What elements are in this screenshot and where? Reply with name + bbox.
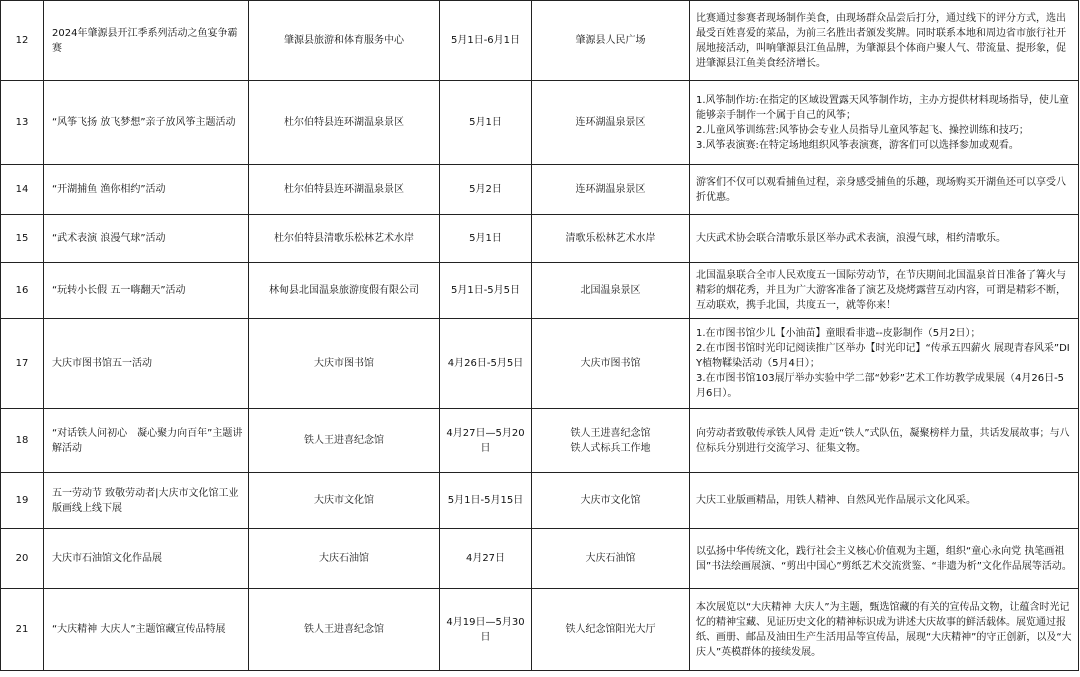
activity-name: “对话铁人问初心 凝心聚力向百年”主题讲解活动 [44, 409, 249, 473]
table-row [1, 529, 1079, 589]
activity-name: 大庆市图书馆五一活动 [44, 319, 249, 409]
organizer: 大庆市图书馆 [249, 319, 440, 409]
activity-name: 五一劳动节 致敬劳动者|大庆市文化馆工业版画线上线下展 [44, 473, 249, 529]
description-line: 1.在市图书馆少儿【小油苗】童眼看非遗--皮影制作（5月2日）； [696, 328, 981, 339]
description-line: 3.在市图书馆103展厅举办实验中学二部“妙彩”艺术工作坊教学成果展（4月26日-5月6日）。 [696, 373, 1065, 399]
organizer: 杜尔伯特县连环湖温泉景区 [249, 81, 440, 165]
table-row [1, 165, 1079, 215]
activity-date: 5月1日-5月5日 [440, 263, 532, 319]
activity-description: 以弘扬中华传统文化，践行社会主义核心价值观为主题，组织“童心永向党 执笔画祖国”书法绘画展演、“剪出中国心”剪纸艺术交流赏鉴、“非遗为析”文化作品展等活动。 [690, 529, 1079, 589]
activity-description: 游客们不仅可以观看捕鱼过程，亲身感受捕鱼的乐趣，现场购买开湖鱼还可以享受八折优惠。 [690, 165, 1079, 215]
activity-name: “开湖捕鱼 渔你相约”活动 [44, 165, 249, 215]
row-number: 13 [1, 81, 44, 165]
organizer: 林甸县北国温泉旅游度假有限公司 [249, 263, 440, 319]
row-number: 14 [1, 165, 44, 215]
activity-description: 北国温泉联合全市人民欢度五一国际劳动节，在节庆期间北国温泉首日准备了篝火与精彩的烟花秀，并且为广大游客准备了演艺及烧烤露营互动内容，可谓是精彩不断，互动联欢，携手北国，共度五一，就等你来！ [690, 263, 1079, 319]
activity-description: 大庆武术协会联合清歌乐景区举办武术表演，浪漫气球，相约清歌乐。 [690, 215, 1079, 263]
organizer: 杜尔伯特县清歌乐松林艺术水岸 [249, 215, 440, 263]
row-number: 12 [1, 1, 44, 81]
activity-location: 北国温泉景区 [532, 263, 690, 319]
row-number: 19 [1, 473, 44, 529]
activity-date: 5月1日 [440, 81, 532, 165]
activity-location: 肇源县人民广场 [532, 1, 690, 81]
row-number: 20 [1, 529, 44, 589]
activity-date: 4月27日—5月20日 [440, 409, 532, 473]
activity-date: 5月2日 [440, 165, 532, 215]
row-number: 16 [1, 263, 44, 319]
table-row [1, 81, 1079, 165]
table-row [1, 319, 1079, 409]
activity-date: 5月1日-5月15日 [440, 473, 532, 529]
row-number: 21 [1, 589, 44, 671]
description-line: 2.在市图书馆时光印记阅读推广区举办【时光印记】“传承五四薪火 展现青春风采”DIY植物鞣染活动（5月4日）； [696, 343, 1070, 369]
activity-name: “大庆精神 大庆人”主题馆藏宣传品特展 [44, 589, 249, 671]
activity-description: 本次展览以“大庆精神 大庆人”为主题，甄选馆藏的有关的宣传品文物，让蕴含时光记忆的精神宝藏、见证历史文化的精神标识成为讲述大庆故事的鲜活载体。展览通过报纸、画册、邮品及油田生产生活用品等宣传品，展现“大庆精神”的守正创新，以及“大庆人”英模群体的接续发展。 [690, 589, 1079, 671]
activity-location [532, 409, 690, 473]
activity-description [690, 319, 1079, 409]
organizer: 大庆石油馆 [249, 529, 440, 589]
activity-name: “玩转小长假 五一嗨翻天”活动 [44, 263, 249, 319]
location-line: 铁人王进喜纪念馆 [570, 427, 651, 439]
row-number: 17 [1, 319, 44, 409]
description-line: 3.风筝表演赛:在特定场地组织风筝表演赛，游客们可以选择参加或观看。 [696, 139, 1019, 151]
activity-location: 连环湖温泉景区 [532, 81, 690, 165]
table-row [1, 473, 1079, 529]
activity-location: 大庆石油馆 [532, 529, 690, 589]
activity-location: 大庆市文化馆 [532, 473, 690, 529]
row-number: 18 [1, 409, 44, 473]
activity-date: 4月26日-5月5日 [440, 319, 532, 409]
activity-location: 铁人纪念馆阳光大厅 [532, 589, 690, 671]
organizer: 铁人王进喜纪念馆 [249, 589, 440, 671]
activity-location: 大庆市图书馆 [532, 319, 690, 409]
organizer: 大庆市文化馆 [249, 473, 440, 529]
activity-name: 大庆市石油馆文化作品展 [44, 529, 249, 589]
activity-name: 2024年肇源县开江季系列活动之鱼宴争霸赛 [44, 1, 249, 81]
activity-date: 5月1日 [440, 215, 532, 263]
activity-date: 4月27日 [440, 529, 532, 589]
activity-name: “风筝飞扬 放飞梦想”亲子放风筝主题活动 [44, 81, 249, 165]
organizer: 肇源县旅游和体育服务中心 [249, 1, 440, 81]
row-number: 15 [1, 215, 44, 263]
activity-description: 大庆工业版画精品，用铁人精神、自然风光作品展示文化风采。 [690, 473, 1079, 529]
table-row [1, 263, 1079, 319]
table-row [1, 409, 1079, 473]
activity-location: 清歌乐松林艺术水岸 [532, 215, 690, 263]
activity-date: 4月19日—5月30日 [440, 589, 532, 671]
location-line: 铁人式标兵工作地 [570, 442, 651, 454]
table-row [1, 215, 1079, 263]
activity-description: 向劳动者致敬传承铁人风骨 走近“铁人”式队伍，凝聚榜样力量，共话发展故事；与八位标兵分别进行交流学习、征集文物。 [690, 409, 1079, 473]
activity-date: 5月1日-6月1日 [440, 1, 532, 81]
activity-location: 连环湖温泉景区 [532, 165, 690, 215]
description-line: 1.风筝制作坊:在指定的区域设置露天风筝制作坊，主办方提供材料现场指导，使儿童能够亲手制作一个属于自己的风筝； [696, 94, 1069, 121]
description-line: 2.儿童风筝训练营:风筝协会专业人员指导儿童风筝起飞、操控训练和技巧； [696, 124, 1029, 136]
table-row [1, 589, 1079, 671]
activity-description: 比赛通过参赛者现场制作美食，由现场群众品尝后打分，通过线下的评分方式，选出最受百姓喜爱的菜品，为前三名胜出者颁发奖牌。同时联系本地和周边省市旅行社开展地接活动，叫响肇源县江鱼品牌，为肇源县个体商户聚人气、带流量、提形象，促进肇源县江鱼美食经济增长。 [690, 1, 1079, 81]
activity-description [690, 81, 1079, 165]
table-row [1, 1, 1079, 81]
organizer: 杜尔伯特县连环湖温泉景区 [249, 165, 440, 215]
activity-name: “武术表演 浪漫气球”活动 [44, 215, 249, 263]
organizer: 铁人王进喜纪念馆 [249, 409, 440, 473]
